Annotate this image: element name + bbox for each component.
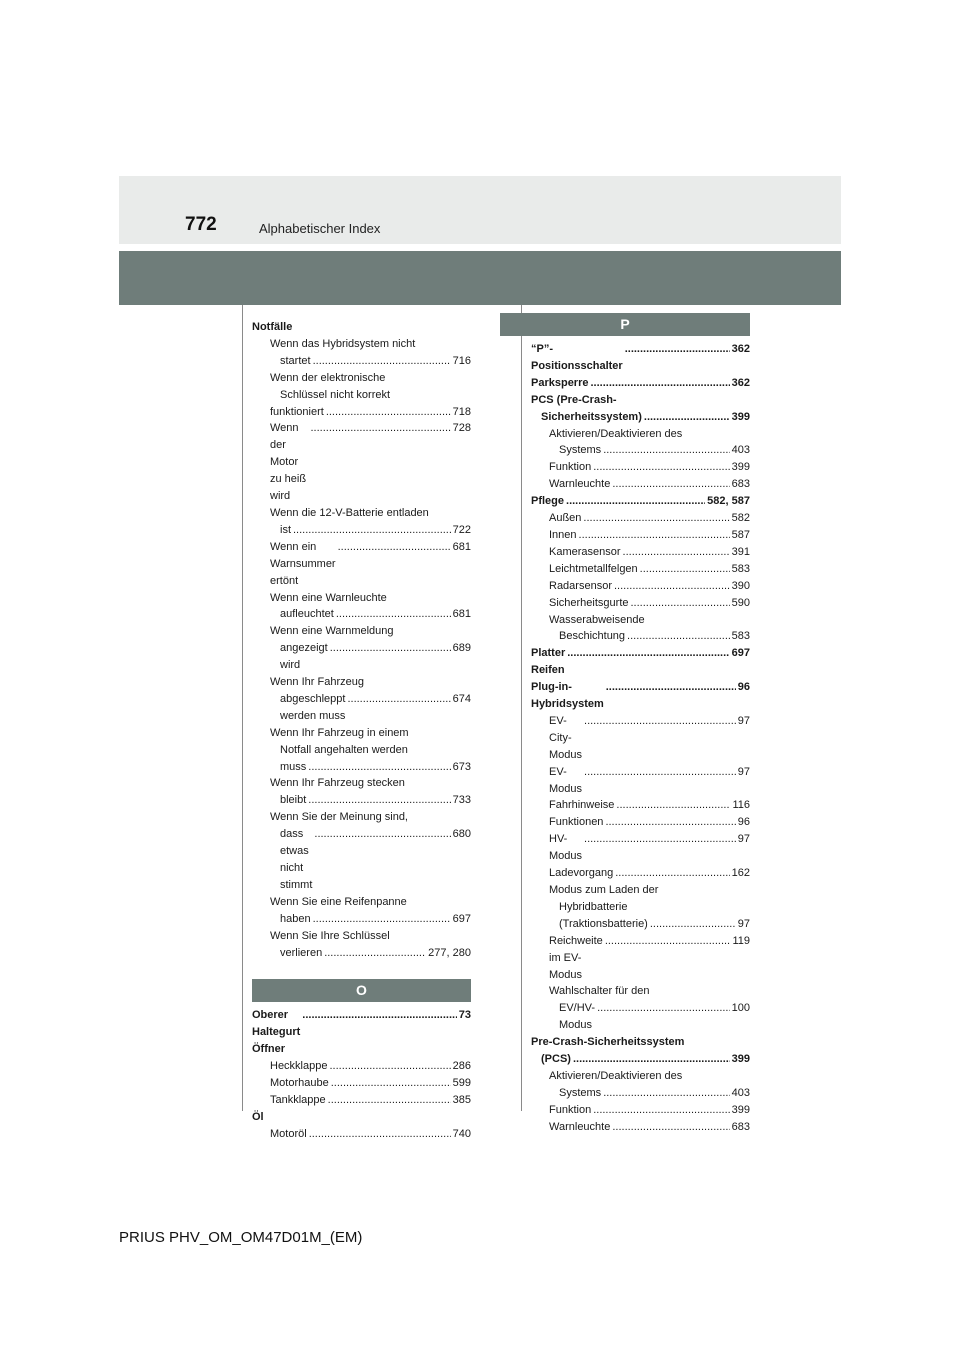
- index-entry[interactable]: Wenn der Motor zu heiß wird ..... 728: [252, 420, 471, 505]
- page-ref: 97: [737, 833, 750, 846]
- index-entry[interactable]: Pflege ..... 582, 587: [531, 493, 750, 510]
- index-entry[interactable]: muss ..... 673: [252, 759, 471, 776]
- page-ref: 587: [731, 528, 750, 541]
- page-ref: 403: [731, 1086, 750, 1099]
- index-entry-text: Notfall angehalten werden: [280, 743, 408, 756]
- page-ref: 96: [737, 681, 750, 694]
- page-ref: 162: [731, 867, 750, 880]
- page-ref: 286: [452, 1060, 471, 1073]
- page-ref: 683: [731, 478, 750, 491]
- index-entry[interactable]: dass etwas nicht stimmt ..... 680: [252, 826, 471, 894]
- index-entry[interactable]: Motorhaube ..... 599: [252, 1075, 471, 1092]
- index-entry[interactable]: aufleuchtet ..... 681: [252, 606, 471, 623]
- index-entry[interactable]: Beschichtung ..... 583: [531, 628, 750, 645]
- index-column-left: [252, 319, 471, 1143]
- page-ref: 119: [732, 934, 750, 947]
- page-ref: 674: [452, 692, 471, 705]
- index-entry[interactable]: funktioniert ..... 718: [252, 404, 471, 421]
- index-entry[interactable]: (Traktionsbatterie) ..... 97: [531, 916, 750, 933]
- index-entry[interactable]: Sicherheitssystem) ..... 399: [531, 409, 750, 426]
- index-entry-text: Wenn die 12-V-Batterie entladen: [270, 506, 429, 519]
- page-ref: 728: [452, 422, 471, 435]
- page-ref: 399: [731, 1103, 750, 1116]
- index-entry-text: Aktivieren/Deaktivieren des: [549, 427, 683, 440]
- index-entry[interactable]: Ladevorgang ..... 162: [531, 865, 750, 882]
- page-ref: 385: [452, 1093, 471, 1106]
- index-entry[interactable]: Oberer Haltegurt ..... 73: [252, 1007, 471, 1041]
- index-entry[interactable]: EV-Modus ..... 97: [531, 764, 750, 798]
- page-ref: 689: [452, 642, 471, 655]
- page-ref: 362: [731, 343, 750, 355]
- index-entry[interactable]: Radarsensor ..... 390: [531, 578, 750, 595]
- index-entry[interactable]: Parksperre ..... 362: [531, 375, 750, 392]
- index-entry[interactable]: Funktion ..... 399: [531, 1102, 750, 1119]
- page-ref: 740: [452, 1127, 471, 1140]
- index-entry[interactable]: Innen ..... 587: [531, 527, 750, 544]
- index-heading-oel: Öl: [252, 1110, 264, 1123]
- index-entry[interactable]: Warnleuchte ..... 683: [531, 1119, 750, 1136]
- page-ref: 722: [452, 523, 471, 536]
- index-entry[interactable]: Heckklappe ..... 286: [252, 1058, 471, 1075]
- column-divider-right: [521, 305, 522, 1111]
- index-entry[interactable]: Funktion ..... 399: [531, 459, 750, 476]
- page-ref: 673: [452, 760, 471, 773]
- index-entry-text: Hybridbatterie: [559, 900, 628, 913]
- group-header-p: P: [500, 313, 750, 336]
- index-entry-text: Wenn Ihr Fahrzeug: [270, 676, 364, 689]
- index-entry-text: Wahlschalter für den: [549, 985, 650, 998]
- page-ref: 697: [731, 647, 750, 660]
- index-entry[interactable]: Reichweite im EV-Modus ..... 119: [531, 933, 750, 984]
- page-ref: 116: [732, 799, 750, 812]
- header-band: [119, 176, 841, 244]
- index-entry-text: Schlüssel nicht korrekt: [280, 388, 391, 401]
- index-entry[interactable]: Wenn ein Warnsummer ertönt ..... 681: [252, 539, 471, 590]
- header-bar: [119, 251, 841, 305]
- page-ref: 399: [731, 1053, 750, 1066]
- index-entry-text: Wenn eine Warnmeldung: [270, 625, 394, 638]
- index-entry[interactable]: Leichtmetallfelgen ..... 583: [531, 561, 750, 578]
- page-ref: 716: [452, 354, 471, 367]
- page-ref: 390: [731, 579, 750, 592]
- index-entry[interactable]: Fahrhinweise ..... 116: [531, 797, 750, 814]
- index-heading-oeffner: Öffner: [252, 1043, 285, 1056]
- section-title: Alphabetischer Index: [259, 221, 381, 236]
- footer-document-code: PRIUS PHV_OM_OM47D01M_(EM): [119, 1229, 363, 1246]
- page-ref: 582: [731, 512, 750, 525]
- column-divider-left: [242, 305, 243, 1111]
- index-entry-text: Wenn Sie eine Reifenpanne: [270, 895, 407, 908]
- page-ref: 718: [452, 405, 471, 418]
- index-entry-text: PCS (Pre-Crash-: [531, 393, 617, 406]
- page-ref: 97: [737, 714, 750, 727]
- index-entry-text: Modus zum Laden der: [549, 884, 659, 896]
- index-heading-notfaelle: Notfälle: [252, 321, 293, 333]
- page-ref: 683: [731, 1120, 750, 1133]
- page-ref: 277, 280: [428, 946, 471, 959]
- group-header-o: O: [252, 979, 471, 1002]
- page-ref: 697: [452, 912, 471, 925]
- index-entry[interactable]: Systems ..... 403: [531, 1085, 750, 1102]
- index-entry[interactable]: bleibt ..... 733: [252, 792, 471, 809]
- page-ref: 73: [458, 1009, 471, 1022]
- page-ref: 599: [452, 1077, 471, 1090]
- index-entry[interactable]: Plug-in-Hybridsystem ..... 96: [531, 679, 750, 713]
- index-entry-text: Wenn eine Warnleuchte: [270, 591, 387, 604]
- page-ref: 362: [731, 376, 750, 389]
- page-ref: 583: [731, 630, 750, 643]
- index-entry[interactable]: Platter Reifen ..... 697: [531, 645, 750, 679]
- index-entry-text: Wenn das Hybridsystem nicht: [270, 337, 416, 350]
- index-entry-text: Aktivieren/Deaktivieren des: [549, 1069, 683, 1082]
- index-entry[interactable]: abgeschleppt werden muss ..... 674: [252, 691, 471, 725]
- index-entry[interactable]: Systems ..... 403: [531, 442, 750, 459]
- index-entry[interactable]: HV-Modus ..... 97: [531, 831, 750, 865]
- page-ref: 399: [731, 410, 750, 423]
- index-entry[interactable]: verlieren ..... 277, 280: [252, 945, 471, 962]
- index-entry-text: Wenn Sie der Meinung sind,: [270, 811, 408, 824]
- index-entry-text: Pre-Crash-Sicherheitssystem: [531, 1036, 685, 1049]
- index-entry-text: Wasserabweisende: [549, 613, 645, 626]
- page-ref: 403: [731, 444, 750, 457]
- page-ref: 582, 587: [707, 495, 750, 508]
- page-ref: 97: [737, 917, 750, 930]
- index-entry[interactable]: Motoröl ..... 740: [252, 1126, 471, 1143]
- page-ref: 590: [731, 596, 750, 609]
- page-ref: 681: [452, 540, 471, 553]
- index-entry[interactable]: Warnleuchte ..... 683: [531, 476, 750, 493]
- page-ref: 97: [737, 765, 750, 778]
- index-entry-text: Wenn Ihr Fahrzeug in einem: [270, 726, 409, 739]
- index-entry[interactable]: startet ..... 716: [252, 353, 471, 370]
- index-entry[interactable]: (PCS) ..... 399: [531, 1051, 750, 1068]
- index-entry[interactable]: Funktionen ..... 96: [531, 814, 750, 831]
- index-entry[interactable]: Sicherheitsgurte ..... 590: [531, 595, 750, 612]
- index-entry[interactable]: Außen ..... 582: [531, 510, 750, 527]
- page-ref: 681: [452, 608, 471, 621]
- index-entry-text: Wenn Ihr Fahrzeug stecken: [270, 777, 405, 790]
- index-entry[interactable]: ist ..... 722: [252, 522, 471, 539]
- index-column-right: [531, 341, 750, 1136]
- index-entry[interactable]: angezeigt wird ..... 689: [252, 640, 471, 674]
- index-entry[interactable]: EV-City-Modus ..... 97: [531, 713, 750, 764]
- page-ref: 100: [731, 1002, 750, 1015]
- index-entry[interactable]: Kamerasensor ..... 391: [531, 544, 750, 561]
- page-ref: 733: [452, 794, 471, 807]
- page-ref: 583: [731, 562, 750, 575]
- page-number: 772: [185, 214, 217, 235]
- index-entry[interactable]: haben ..... 697: [252, 911, 471, 928]
- page-ref: 680: [452, 828, 471, 841]
- page-ref: 391: [731, 545, 750, 558]
- index-entry[interactable]: “P”-Positionsschalter ..... 362: [531, 341, 750, 375]
- index-entry-text: Wenn der elektronische: [270, 371, 386, 384]
- index-entry[interactable]: Tankklappe ..... 385: [252, 1092, 471, 1109]
- page-ref: 399: [731, 461, 750, 474]
- page-ref: 96: [737, 816, 750, 829]
- index-entry[interactable]: EV/HV-Modus ..... 100: [531, 1000, 750, 1034]
- index-entry-text: Wenn Sie Ihre Schlüssel: [270, 929, 390, 942]
